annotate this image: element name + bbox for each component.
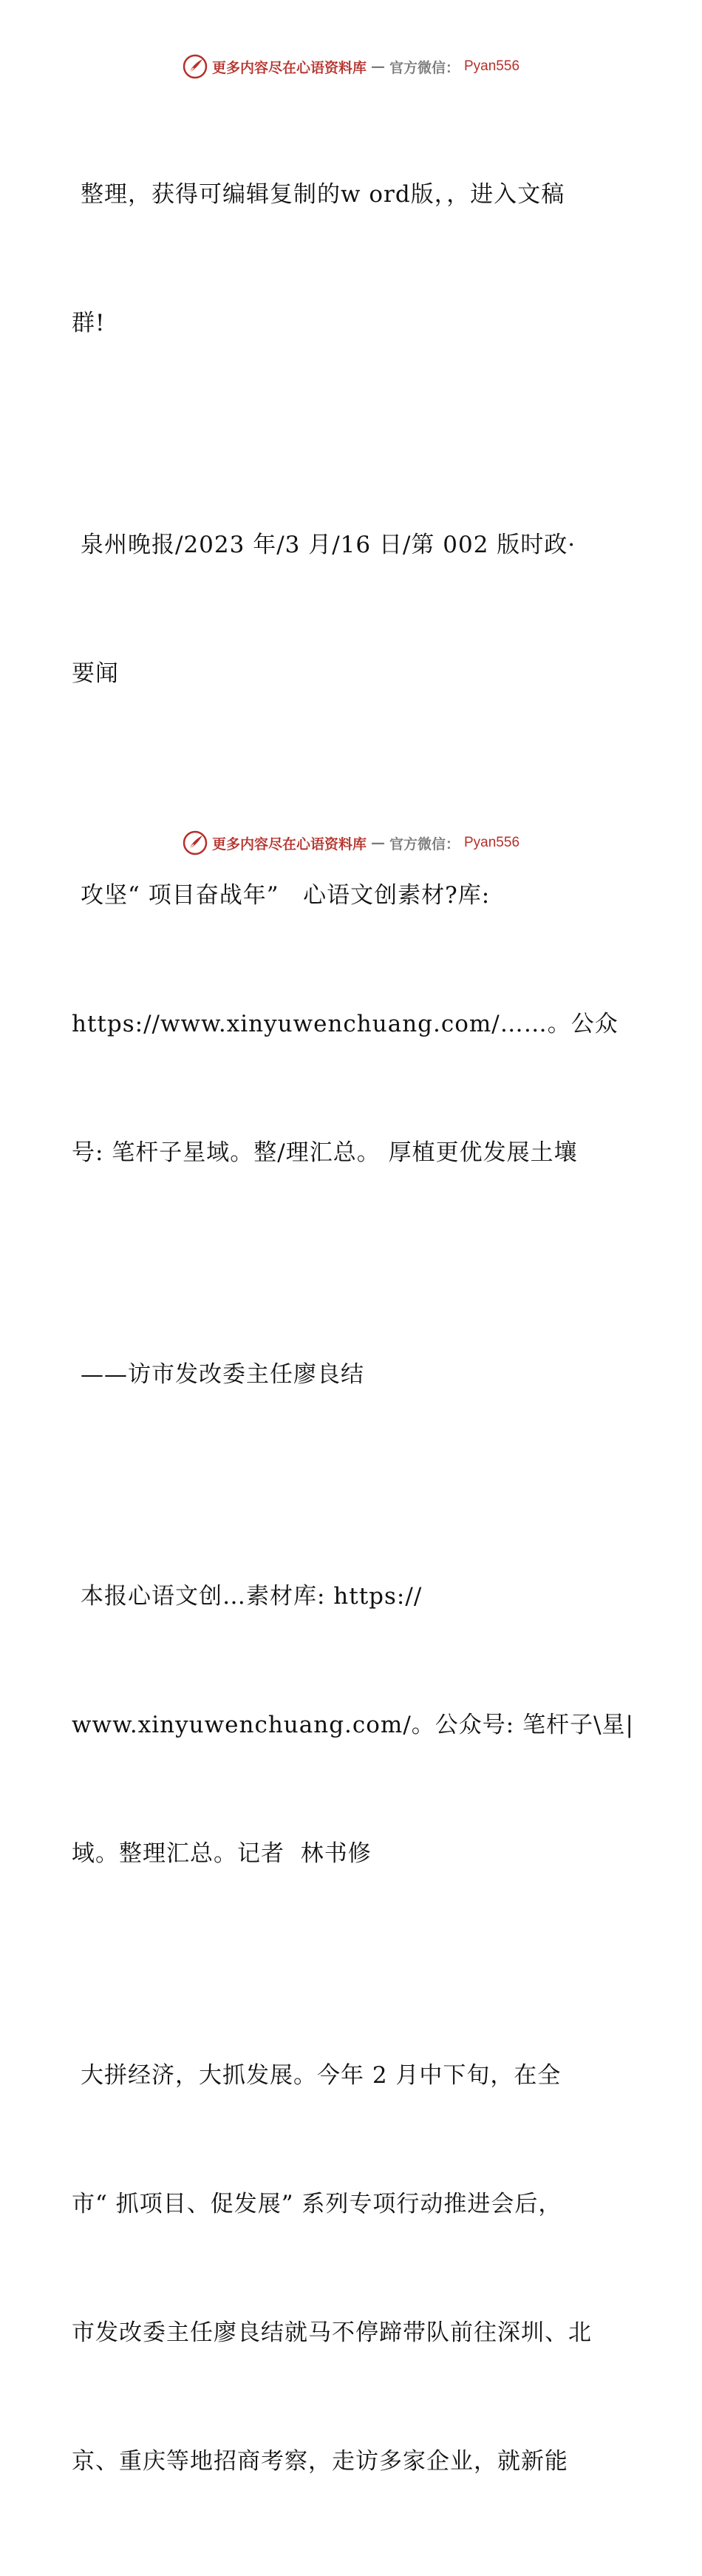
paragraph-line: 域。整理汇总。记者 林书修	[72, 1840, 372, 1867]
paragraph-line: 群!	[72, 310, 106, 336]
quill-logo-icon	[183, 54, 208, 79]
paragraph-6	[72, 1968, 641, 2569]
paragraph-line: 大拼经济，大抓发展。今年 2 月中下旬，在全	[81, 2062, 562, 2089]
banner-brand-text: 更多内容尽在心语资料库	[211, 59, 367, 76]
header-banner	[0, 50, 702, 83]
paragraph-line: ——访市发改委主任廖良结	[81, 1361, 364, 1388]
paragraph-line: 攻坚“ 项目奋战年” 心语文创素材?库:	[81, 882, 491, 909]
banner-official-label: 官方微信：	[389, 835, 460, 853]
paragraph-line: 泉州晚报/2023 年/3 月/16 日/第 002 版时政·	[81, 532, 576, 558]
paragraph-line: 本报心语文创…素材库: https://	[81, 1583, 423, 1610]
banner-wechat-id: Pyan556	[464, 58, 520, 74]
paragraph-line: www.xinyuwenchuang.com/。公众号: 笔杆子\星|	[72, 1712, 634, 1738]
banner-brand-text: 更多内容尽在心语资料库	[211, 835, 367, 853]
banner-official-label: 官方微信：	[389, 59, 460, 76]
banner-dash: —	[370, 835, 385, 851]
banner-dash: —	[370, 58, 385, 75]
document-body	[72, 87, 641, 2576]
paragraph-line: 市“ 抓项目、促发展” 系列专项行动推进会后，	[72, 2191, 562, 2217]
quill-logo-icon	[183, 830, 208, 855]
paragraph-line: 要闻	[72, 660, 119, 687]
footer-banner	[0, 827, 702, 859]
paragraph-2	[72, 438, 641, 781]
banner-wechat-id: Pyan556	[464, 835, 520, 850]
paragraph-line: 号: 笔杆子星域。整/理汇总。 厚植更优发展土壤	[72, 1139, 578, 1166]
paragraph-line: 市发改委主任廖良结就马不停蹄带队前往深圳、北	[72, 2319, 592, 2346]
paragraph-line: 整理，获得可编辑复制的w ord版，，进入文稿	[81, 181, 565, 208]
paragraph-4	[72, 1267, 641, 1482]
paragraph-line: https://www.xinyuwenchuang.com/……。公众	[72, 1011, 618, 1037]
paragraph-5	[72, 1489, 641, 1961]
paragraph-1	[72, 87, 641, 430]
paragraph-line: 京、重庆等地招商考察，走访多家企业，就新能	[72, 2448, 568, 2475]
